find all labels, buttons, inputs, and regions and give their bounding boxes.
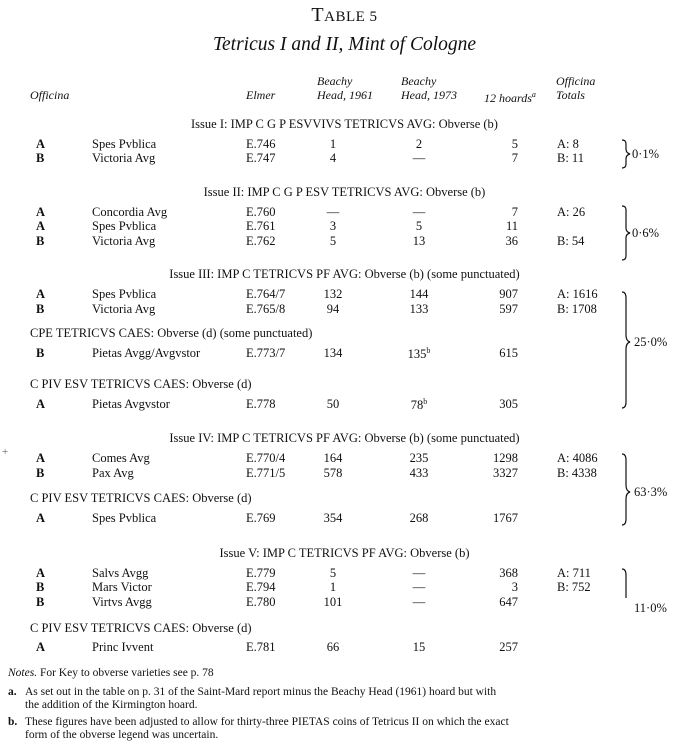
elmer-cell: E.770/4 [246, 451, 286, 465]
reverse-type-cell: Victoria Avg [92, 302, 156, 316]
bh1973-cell: — [412, 580, 426, 594]
header-12-hoards: 12 hoards$^a$ [484, 90, 536, 105]
officina-cell: A [36, 137, 46, 151]
percentage-issue-3: 25·0% [634, 335, 668, 349]
reverse-type-cell: Victoria Avg [92, 151, 156, 165]
elmer-cell: E.761 [246, 219, 276, 233]
officina-cell: A [36, 287, 46, 301]
elmer-cell: E.762 [246, 234, 276, 248]
officina-cell: B [36, 595, 45, 609]
officina-cell: A [36, 219, 46, 233]
officina-total-cell: A: 4086 [557, 451, 598, 465]
officina-total-cell: A: 26 [557, 205, 586, 219]
note-b-label: b. [8, 716, 18, 728]
bh1973-cell: — [412, 205, 426, 219]
reverse-type-cell: Spes Pvblica [92, 511, 157, 525]
elmer-cell: E.780 [246, 595, 276, 609]
hoards-cell: 615 [499, 346, 518, 360]
elmer-cell: E.764/7 [246, 287, 286, 301]
bh1973-cell: 133 [409, 302, 429, 316]
header-bh1961-line2: Head, 1961 [317, 88, 373, 102]
elmer-cell: E.773/7 [246, 346, 286, 360]
officina-cell: B [36, 346, 45, 360]
bh1961-cell: 94 [326, 302, 340, 316]
hoards-cell: 1767 [493, 511, 518, 525]
hoards-cell: 3327 [493, 466, 518, 480]
issue-5-heading: Issue V: IMP C TETRICVS PF AVG: Obverse (b) [219, 546, 470, 560]
officina-total-cell: B: 1708 [557, 302, 597, 316]
reverse-type-cell: Virtvs Avgg [92, 595, 152, 609]
bh1973-cell: 268 [409, 511, 429, 525]
issue-3-subsection-b: C PIV ESV TETRICVS CAES: Obverse (d) [30, 377, 252, 391]
brace-issue-5 [622, 569, 630, 598]
reverse-type-cell: Spes Pvblica [92, 137, 157, 151]
reverse-type-cell: Concordia Avg [92, 205, 168, 219]
header-bh1973-line2: Head, 1973 [401, 88, 457, 102]
officina-total-cell: A: 8 [557, 137, 579, 151]
officina-total-cell: A: 1616 [557, 287, 598, 301]
bh1973-cell: 15 [412, 640, 426, 654]
header-bh1961-line1: Beachy [317, 74, 353, 88]
bh1973-cell: — [412, 151, 426, 165]
elmer-cell: E.747 [246, 151, 276, 165]
percentage-issue-2: 0·6% [632, 226, 660, 240]
note-b [8, 716, 509, 741]
percentage-issue-4: 63·3% [634, 485, 668, 499]
officina-cell: B [36, 234, 45, 248]
bh1961-cell: 164 [323, 451, 343, 465]
bh1973-cell: 144 [409, 287, 429, 301]
bh1961-cell: 3 [329, 219, 337, 233]
elmer-cell: E.779 [246, 566, 276, 580]
officina-total-cell: B: 4338 [557, 466, 597, 480]
elmer-cell: E.771/5 [246, 466, 286, 480]
issue-1-heading: Issue I: IMP C G P ESVVIVS TETRICVS AVG: Obverse (b) [191, 117, 498, 131]
reverse-type-cell: Pax Avg [92, 466, 134, 480]
officina-cell: A [36, 397, 46, 411]
note-a-label: a. [8, 686, 17, 698]
bh1973-cell: 13 [412, 234, 426, 248]
hoards-cell: 368 [499, 566, 518, 580]
officina-cell: A [36, 566, 46, 580]
brace-issue-4 [622, 454, 630, 525]
hoards-cell: 36 [505, 234, 518, 248]
hoards-cell: 7 [511, 205, 518, 219]
header-totals-line2: Totals [556, 88, 585, 102]
officina-total-cell: B: 11 [557, 151, 584, 165]
hoards-cell: 597 [499, 302, 518, 316]
header-hoards-footnote-mark: a [531, 90, 536, 99]
officina-cell: A [36, 205, 46, 219]
brace-issue-1 [622, 140, 630, 168]
reverse-type-cell: Salvs Avgg [92, 566, 149, 580]
bh1973-cell: 433 [409, 466, 429, 480]
bh1973-cell: 78$^b$ [410, 397, 428, 413]
hoards-cell: 257 [499, 640, 518, 654]
bh1973-cell: — [412, 595, 426, 609]
title-rest: ABLE 5 [324, 9, 378, 25]
note-a-line1: As set out in the table on p. 31 of the Saint-Mard report minus the Beachy Head (1961) hoard but with [25, 686, 497, 698]
note-a-line2: the addition of the Kirmington hoard. [25, 699, 198, 711]
hoards-cell: 11 [505, 219, 518, 233]
issue-3-subsection-a: CPE TETRICVS CAES: Obverse (d) (some punctuated) [30, 326, 313, 340]
bh1961-cell: 66 [326, 640, 340, 654]
bh1973-cell: 235 [409, 451, 429, 465]
note-b-line1: These figures have been adjusted to allow for thirty-three PIETAS coins of Tetricus II on which the exact [25, 716, 509, 728]
footnote-mark: b [426, 346, 431, 355]
bh1973-cell: 135$^b$ [407, 346, 431, 362]
hoards-cell: 907 [499, 287, 518, 301]
brace-group [620, 128, 640, 598]
table-subtitle: Tetricus I and II, Mint of Cologne [212, 34, 477, 55]
bh1961-cell: 1 [329, 137, 337, 151]
title-initial: T [311, 4, 325, 26]
officina-cell: B [36, 302, 45, 316]
brace-issue-3 [622, 292, 630, 408]
header-officina: Officina [30, 88, 70, 102]
elmer-cell: E.794 [246, 580, 276, 594]
officina-cell: A [36, 511, 46, 525]
reverse-type-cell: Princ Ivvent [92, 640, 154, 654]
bh1961-cell: 101 [323, 595, 343, 609]
bh1973-cell: 2 [415, 137, 423, 151]
reverse-type-cell: Spes Pvblica [92, 287, 157, 301]
elmer-cell: E.778 [246, 397, 276, 411]
percentage-issue-5: 11·0% [634, 601, 667, 615]
elmer-cell: E.769 [246, 511, 276, 525]
notes-intro-text: For Key to obverse varieties see p. 78 [37, 667, 214, 679]
issue-2-heading: Issue II: IMP C G P ESV TETRICVS AVG: Obverse (b) [203, 185, 486, 199]
bh1961-cell: 1 [329, 580, 337, 594]
officina-total-cell: A: 711 [557, 566, 591, 580]
officina-cell: B [36, 580, 45, 594]
note-b-line2: form of the obverse legend was uncertain. [25, 729, 219, 741]
bh1961-cell: 134 [323, 346, 343, 360]
officina-cell: B [36, 151, 45, 165]
percentage-issue-1: 0·1% [632, 147, 660, 161]
hoards-cell: 5 [511, 137, 518, 151]
header-bh1973-line1: Beachy [401, 74, 437, 88]
bh1973-cell: — [412, 566, 426, 580]
reverse-type-cell: Victoria Avg [92, 234, 156, 248]
elmer-cell: E.760 [246, 205, 276, 219]
crosshair-icon: + [2, 446, 9, 458]
issue-4-subsection: C PIV ESV TETRICVS CAES: Obverse (d) [30, 491, 252, 505]
notes-label: Notes. [8, 667, 38, 679]
hoards-cell: 647 [499, 595, 518, 609]
reverse-type-cell: Mars Victor [92, 580, 152, 594]
notes-intro [8, 667, 214, 681]
bh1961-cell: 50 [326, 397, 340, 411]
officina-cell: A [36, 640, 46, 654]
table-title [0, 4, 689, 27]
footnote-mark: b [423, 397, 428, 406]
reverse-type-cell: Pietas Avgg/Avgvstor [92, 346, 201, 360]
bh1961-cell: — [326, 205, 340, 219]
issue-5-subsection: C PIV ESV TETRICVS CAES: Obverse (d) [30, 621, 252, 635]
reverse-type-cell: Comes Avg [92, 451, 150, 465]
header-elmer: Elmer [246, 88, 276, 102]
elmer-cell: E.781 [246, 640, 276, 654]
bh1961-cell: 4 [329, 151, 337, 165]
elmer-cell: E.746 [246, 137, 276, 151]
bh1961-cell: 354 [323, 511, 343, 525]
officina-cell: B [36, 466, 45, 480]
reverse-type-cell: Pietas Avgvstor [92, 397, 170, 411]
officina-total-cell: B: 54 [557, 234, 585, 248]
officina-cell: A [36, 451, 46, 465]
reverse-type-cell: Spes Pvblica [92, 219, 157, 233]
issue-3-heading: Issue III: IMP C TETRICVS PF AVG: Obverse (b) (some punctuated) [169, 267, 520, 281]
note-a [8, 686, 497, 711]
bh1961-cell: 5 [329, 234, 337, 248]
header-totals-line1: Officina [556, 74, 596, 88]
bh1961-cell: 5 [329, 566, 337, 580]
hoards-cell: 305 [499, 397, 518, 411]
officina-total-cell: B: 752 [557, 580, 591, 594]
bh1961-cell: 132 [323, 287, 343, 301]
elmer-cell: E.765/8 [246, 302, 286, 316]
hoards-cell: 1298 [493, 451, 518, 465]
bh1961-cell: 578 [323, 466, 343, 480]
hoards-cell: 7 [511, 151, 518, 165]
brace-issue-2 [622, 206, 630, 260]
hoards-cell: 3 [511, 580, 518, 594]
issue-4-heading: Issue IV: IMP C TETRICVS PF AVG: Obverse (b) (some punctuated) [169, 431, 520, 445]
bh1973-cell: 5 [415, 219, 423, 233]
